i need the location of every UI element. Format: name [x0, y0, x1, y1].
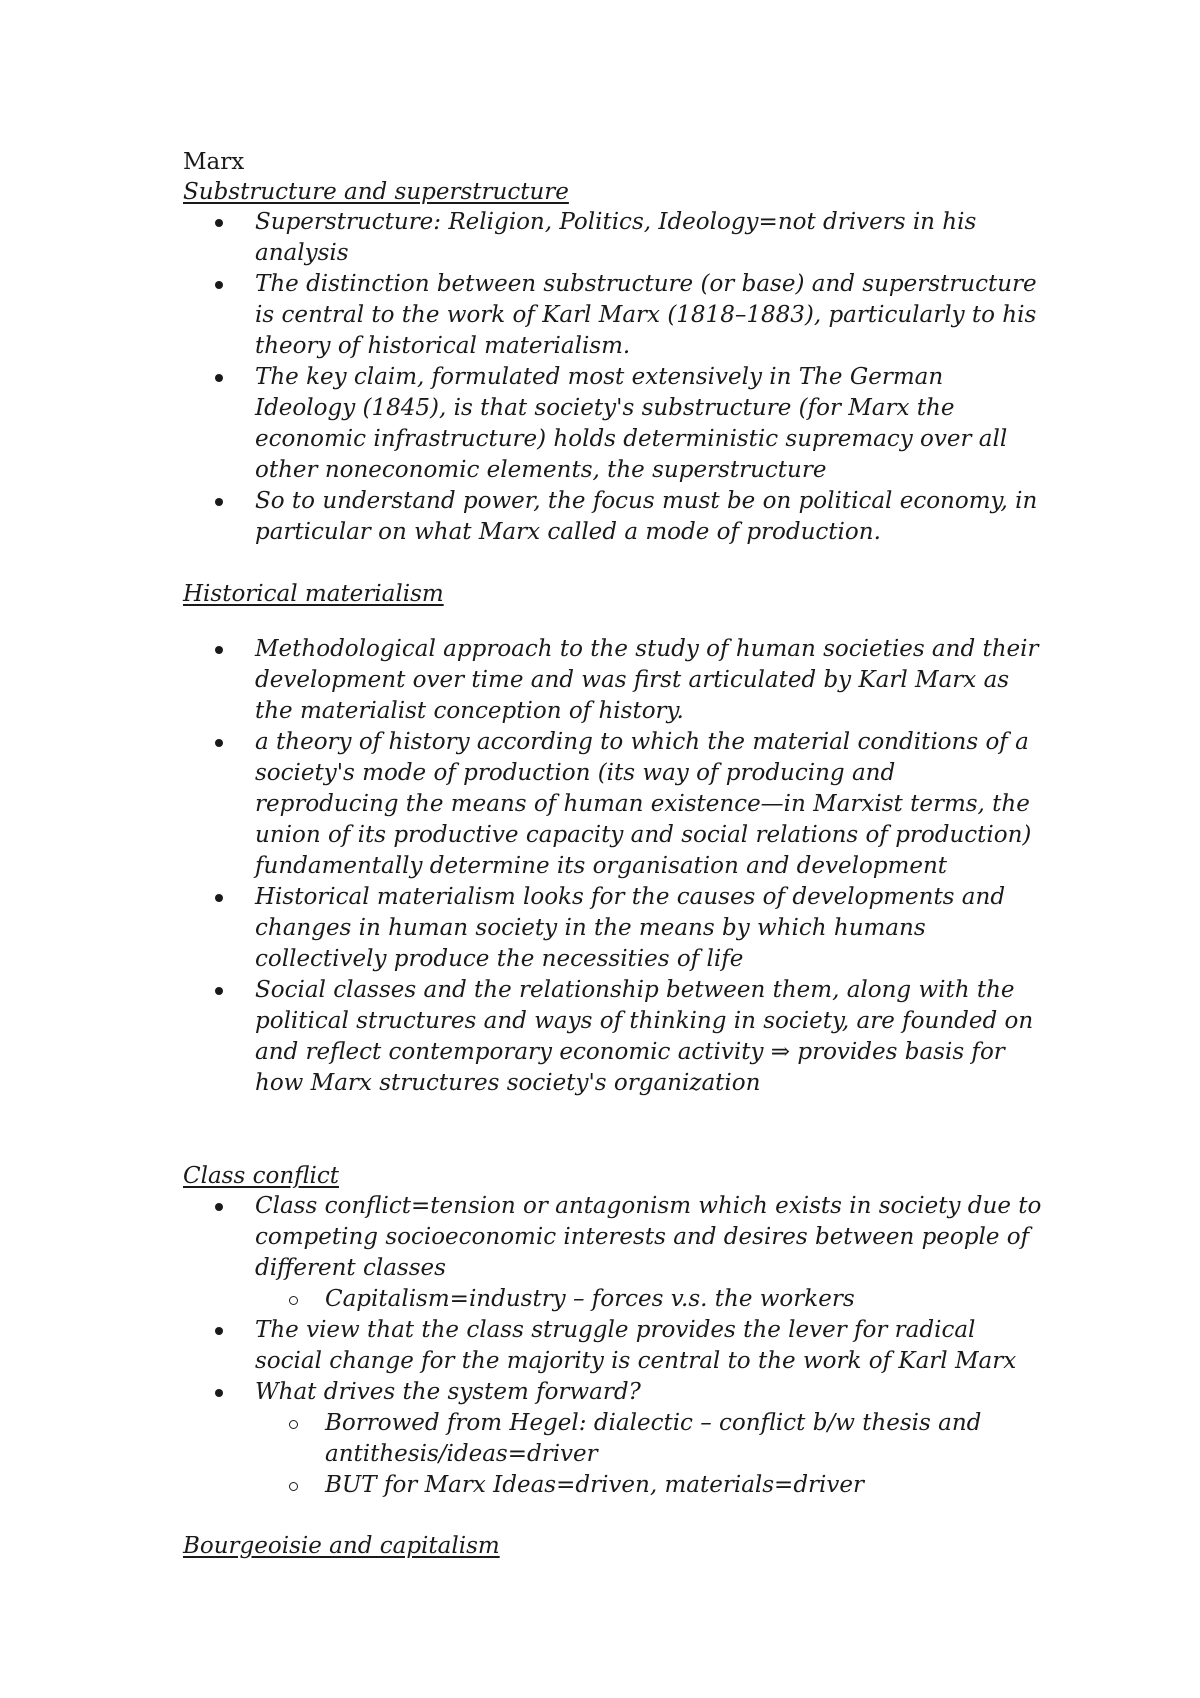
sub-bullet-icon	[289, 1420, 298, 1429]
bullet-icon	[215, 1203, 223, 1211]
bullet-icon	[215, 281, 223, 289]
sub-list-item: Borrowed from Hegel: dialectic – conflict b/w thesis and antithesis/ideas=driver	[183, 1408, 1043, 1470]
bullet-icon	[215, 219, 223, 227]
bullet-list-historical-materialism	[183, 634, 1043, 1099]
list-item: Historical materialism looks for the causes of developments and changes in human society in the means by which humans collectively produce the necessities of life	[183, 882, 1043, 975]
list-item: Superstructure: Religion, Politics, Ideology=not drivers in his analysis	[183, 207, 1043, 269]
list-item: Social classes and the relationship between them, along with the political structures and ways of thinking in society, are founded on and reflect contemporary economic activity ⇒ provides basis for how Marx structures society's organization	[183, 975, 1043, 1099]
sub-bullet-icon	[289, 1482, 298, 1491]
sub-bullet-icon	[289, 1296, 298, 1305]
bullet-icon	[215, 498, 223, 506]
bullet-icon	[215, 739, 223, 747]
section-heading-historical-materialism: Historical materialism	[183, 581, 444, 607]
sub-list-item: BUT for Marx Ideas=driven, materials=driver	[183, 1470, 1043, 1501]
list-item: a theory of history according to which the material conditions of a society's mode of production (its way of producing and reproducing the means of human existence—in Marxist terms, the union of its productive capacity and social relations of production) fundamentally determine its organisation and development	[183, 727, 1043, 882]
list-item: Methodological approach to the study of human societies and their development over time and was first articulated by Karl Marx as the materialist conception of history.	[183, 634, 1043, 727]
section-heading-substructure: Substructure and superstructure	[183, 179, 569, 205]
list-item: So to understand power, the focus must be on political economy, in particular on what Marx called a mode of production.	[183, 486, 1043, 548]
page-title: Marx	[183, 149, 245, 175]
bullet-icon	[215, 894, 223, 902]
bullet-icon	[215, 374, 223, 382]
sub-list-item: Capitalism=industry – forces v.s. the workers	[183, 1284, 1043, 1315]
bullet-list-substructure	[183, 207, 1043, 548]
bullet-icon	[215, 1327, 223, 1335]
section-heading-class-conflict: Class conflict	[183, 1163, 339, 1189]
section-heading-bourgeoisie: Bourgeoisie and capitalism	[183, 1533, 500, 1559]
list-item: What drives the system forward?	[183, 1377, 1043, 1408]
bullet-icon	[215, 987, 223, 995]
list-item: Class conflict=tension or antagonism which exists in society due to competing socioeconomic interests and desires between people of different classes	[183, 1191, 1043, 1284]
list-item: The key claim, formulated most extensively in The German Ideology (1845), is that society's substructure (for Marx the economic infrastructure) holds deterministic supremacy over all other noneconomic elements, the superstructure	[183, 362, 1043, 486]
bullet-icon	[215, 1389, 223, 1397]
bullet-list-class-conflict	[183, 1191, 1043, 1501]
bullet-icon	[215, 646, 223, 654]
document-body	[183, 147, 1043, 1561]
list-item: The view that the class struggle provides the lever for radical social change for the majority is central to the work of Karl Marx	[183, 1315, 1043, 1377]
list-item: The distinction between substructure (or base) and superstructure is central to the work of Karl Marx (1818–1883), particularly to his theory of historical materialism.	[183, 269, 1043, 362]
